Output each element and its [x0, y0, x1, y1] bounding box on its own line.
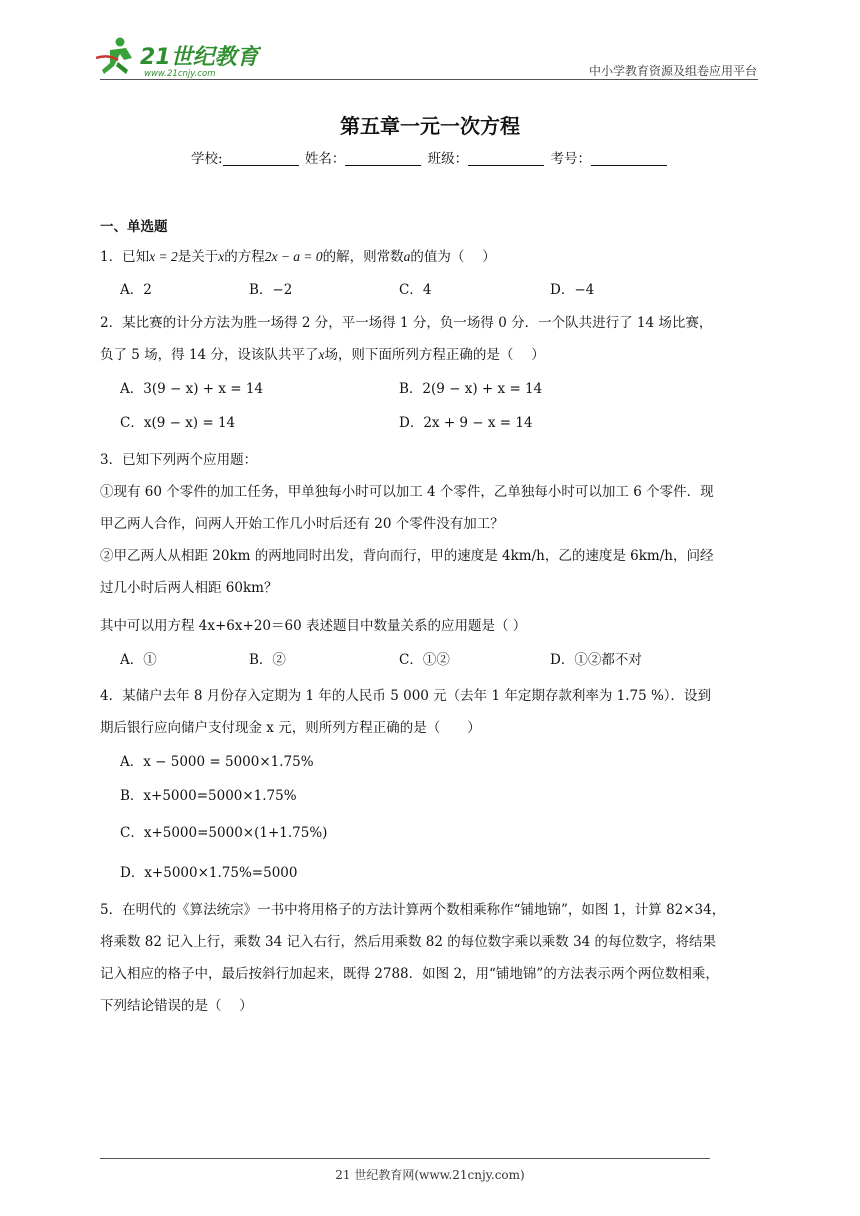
q1-option-a[interactable]: A．2: [120, 282, 152, 298]
question-5-line1: 5．在明代的《算法统宗》一书中将用格子的方法计算两个数相乘称作“铺地锦”，如图 1，计算 82×34，: [100, 902, 726, 918]
question-5-line2: 将乘数 82 记入上行，乘数 34 记入右行，然后用乘数 82 的每位数字乘以乘数 34 的每位数字，将结果: [100, 934, 717, 950]
site-logo: [96, 36, 261, 80]
running-man-icon: [96, 38, 132, 75]
q1-math: x = 2: [149, 249, 178, 264]
question-1: [100, 245, 496, 265]
q2-option-c[interactable]: C．x(9 − x) = 14: [120, 415, 236, 431]
school-label: 学校:: [191, 151, 223, 167]
q4-option-a[interactable]: A．x − 5000 = 5000×1.75%: [120, 754, 314, 770]
question-3-line5: 过几小时后两人相距 60km？: [100, 580, 278, 596]
q3-option-b[interactable]: B．②: [249, 652, 286, 668]
q2-math: x: [318, 347, 325, 362]
footer-link[interactable]: 21 世纪教育网(www.21cnjy.com): [335, 1168, 525, 1182]
q4-option-d[interactable]: D．x+5000×1.75%=5000: [120, 865, 298, 881]
question-3-line1: 3．已知下列两个应用题：: [100, 452, 258, 468]
question-3-line4: ②甲乙两人从相距 20km 的两地同时出发，背向而行，甲的速度是 4km/h，乙的速度是 6km/h，问经: [100, 548, 714, 564]
exam-no-label: 考号：: [550, 151, 591, 167]
footer-divider: [100, 1158, 710, 1159]
q1-math: a: [403, 249, 411, 264]
q2-text: 负了 5 场，得 14 分，设该队共平了: [100, 347, 319, 363]
q1-text: 的方程: [224, 249, 265, 265]
logo-text: 21世纪教育: [140, 45, 259, 70]
q1-math: x: [218, 249, 225, 264]
q1-text: 的解，则常数: [322, 249, 404, 265]
question-2-line1: 2．某比赛的计分方法为胜一场得 2 分，平一场得 1 分，负一场得 0 分．一个队共进行了 14 场比赛，: [100, 315, 713, 331]
logo-url: www.21cnjy.com: [144, 69, 216, 79]
question-4-line1: 4．某储户去年 8 月份存入定期为 1 年的人民币 5 000 元（去年 1 年定期存款利率为 1.75 %）．设到: [100, 688, 712, 704]
name-blank[interactable]: [345, 151, 421, 166]
name-label: 姓名：: [304, 151, 346, 167]
student-info: [0, 147, 860, 167]
q1-text: 的值为（ ）: [410, 249, 496, 265]
page-title: 第五章一元一次方程: [340, 114, 520, 138]
q1-text: 1．已知: [100, 249, 150, 265]
q1-math: 2x − a = 0: [264, 249, 323, 264]
q3-option-d[interactable]: D．①②都不对: [550, 652, 642, 668]
q1-option-b[interactable]: B．−2: [249, 282, 293, 298]
q1-option-d[interactable]: D．−4: [550, 282, 595, 298]
header-divider: [100, 79, 758, 80]
q1-text: 是关于: [177, 249, 219, 265]
class-blank[interactable]: [468, 151, 544, 166]
q2-option-b[interactable]: B．2(9 − x) + x = 14: [399, 381, 543, 397]
q3-option-a[interactable]: A．①: [120, 652, 157, 668]
q2-option-a[interactable]: A．3(9 − x) + x = 14: [120, 381, 264, 397]
platform-name: 中小学教育资源及组卷应用平台: [588, 64, 757, 78]
q2-text: 场，则下面所列方程正确的是（ ）: [324, 347, 545, 363]
question-5-line3: 记入相应的格子中，最后按斜行加起来，既得 2788．如图 2，用“铺地锦”的方法表示两个两位数相乘，: [100, 966, 719, 982]
question-3-line2: ①现有 60 个零件的加工任务，甲单独每小时可以加工 4 个零件，乙单独每小时可以加工 6 个零件．现: [100, 484, 714, 500]
q3-option-c[interactable]: C．①②: [399, 652, 450, 668]
q2-option-d[interactable]: D．2x + 9 − x = 14: [399, 415, 533, 431]
exam-no-blank[interactable]: [591, 151, 667, 166]
question-4-line2: 期后银行应向储户支付现金 x 元，则所列方程正确的是（ ）: [100, 720, 481, 736]
q4-option-c[interactable]: C．x+5000=5000×(1+1.75%): [120, 825, 328, 841]
school-blank[interactable]: [223, 151, 299, 166]
question-2-line2: [100, 343, 545, 363]
question-5-line4: 下列结论错误的是（ ）: [100, 998, 253, 1014]
class-label: 班级：: [427, 151, 469, 167]
section-heading: 一、单选题: [100, 219, 168, 235]
question-3-line3: 甲乙两人合作，问两人开始工作几小时后还有 20 个零件没有加工？: [100, 516, 504, 532]
q1-option-c[interactable]: C．4: [399, 282, 432, 298]
question-3-line6: 其中可以用方程 4x+6x+20＝60 表述题目中数量关系的应用题是（ ）: [100, 618, 527, 634]
q4-option-b[interactable]: B．x+5000=5000×1.75%: [120, 788, 297, 804]
